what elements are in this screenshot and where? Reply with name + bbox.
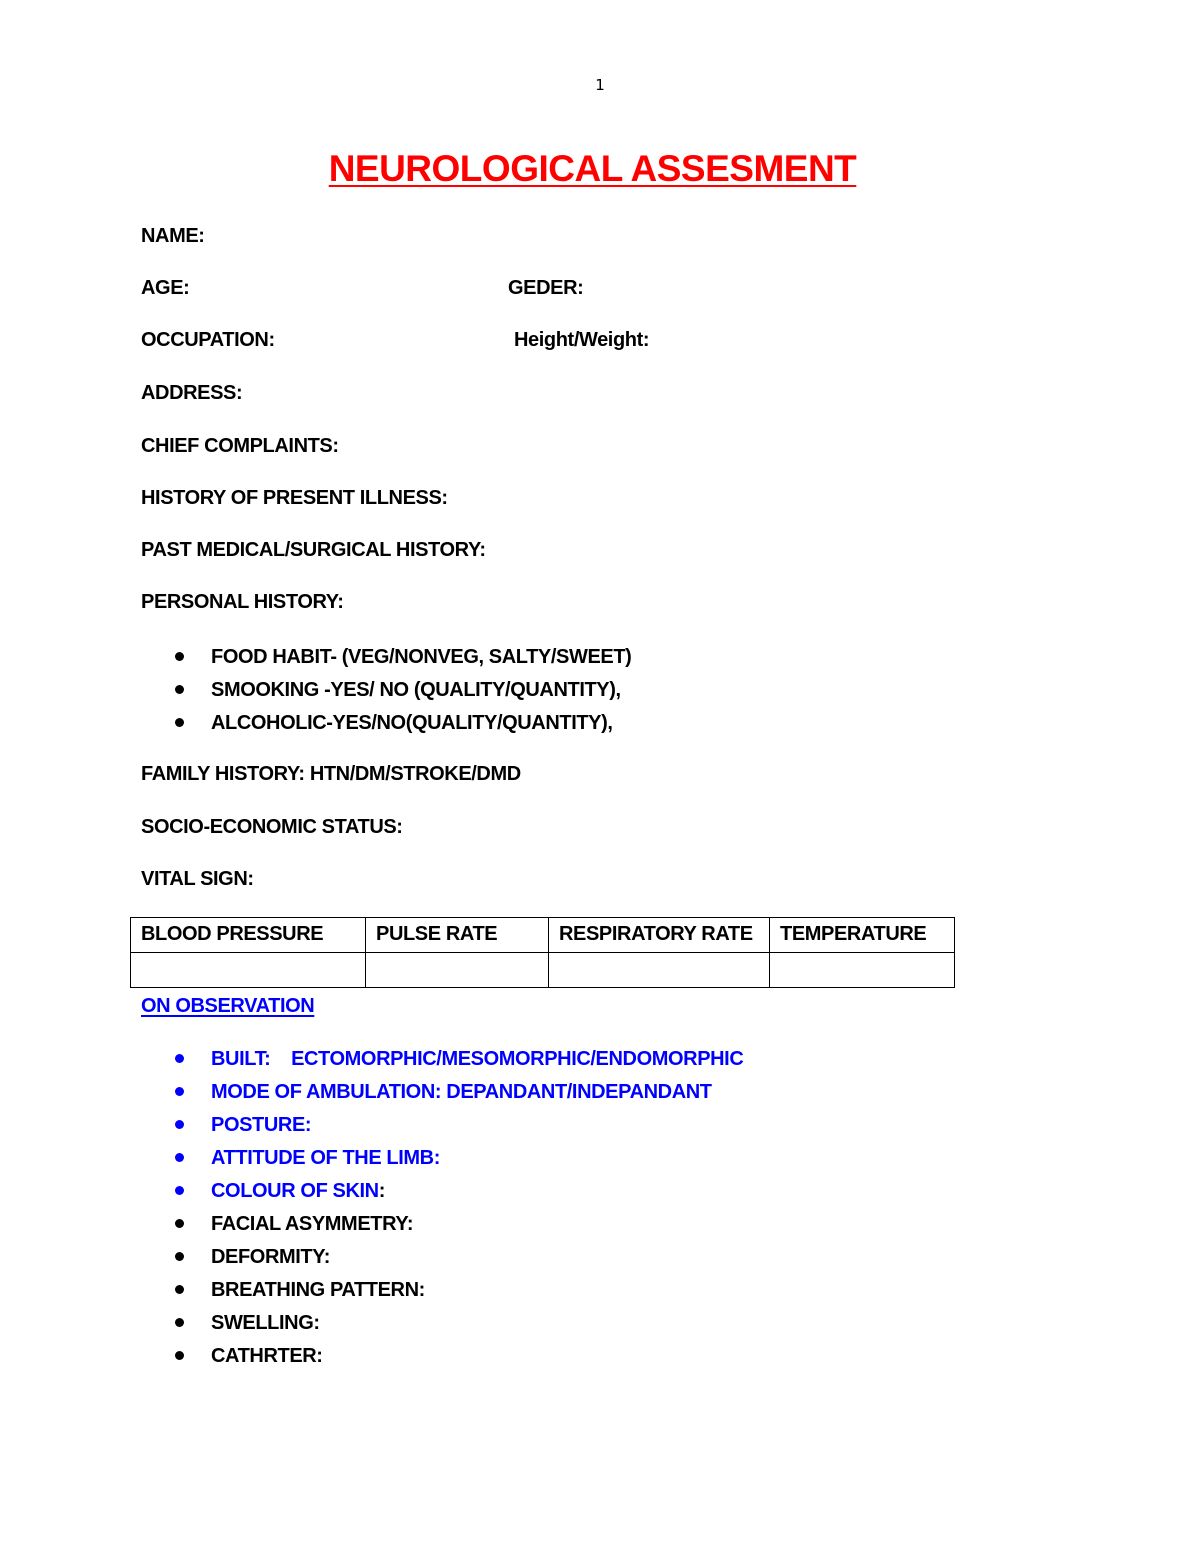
list-item [175,1212,743,1245]
list-item-text: CATHRTER: [211,1345,323,1367]
age-field-label: AGE: [141,277,190,299]
address-field-label: ADDRESS: [141,382,243,404]
list-item [175,645,631,678]
list-item [175,1278,743,1311]
temperature-cell[interactable] [770,953,955,988]
list-item-text: BREATHING PATTERN: [211,1279,425,1301]
table-header-cell: BLOOD PRESSURE [131,918,366,953]
list-item [175,1311,743,1344]
personal-history-label: PERSONAL HISTORY: [141,591,344,613]
list-item [175,1113,743,1146]
list-item [175,1146,743,1179]
personal-history-list [175,645,631,744]
list-item-text: ALCOHOLIC-YES/NO(QUALITY/QUANTITY), [211,712,613,734]
list-item [175,678,631,711]
list-item-suffix: : [378,1180,385,1202]
table-header-row [131,918,955,953]
past-history-label: PAST MEDICAL/SURGICAL HISTORY: [141,539,486,561]
height-weight-field-label: Height/Weight: [514,329,650,351]
vital-sign-label: VITAL SIGN: [141,868,254,890]
respiratory-rate-cell[interactable] [549,953,770,988]
list-item-text: FOOD HABIT- (VEG/NONVEG, SALTY/SWEET) [211,646,632,668]
table-row [131,953,955,988]
bullet-icon [175,685,184,694]
on-observation-heading: ON OBSERVATION [141,995,315,1017]
bullet-icon [175,1153,184,1162]
vital-signs-table [130,917,955,988]
list-item-text: MODE OF AMBULATION: DEPANDANT/INDEPANDANT [211,1081,712,1103]
list-item-text: SWELLING: [211,1312,320,1334]
table-header-cell: TEMPERATURE [770,918,955,953]
list-item [175,711,631,744]
bullet-icon [175,1318,184,1327]
bullet-icon [175,1120,184,1129]
list-item [175,1047,743,1080]
list-item [175,1245,743,1278]
page-title: NEUROLOGICAL ASSESMENT [328,148,857,189]
blood-pressure-cell[interactable] [131,953,366,988]
age-gender-row [141,277,584,300]
bullet-icon [175,1285,184,1294]
observation-list [175,1047,743,1377]
list-item-text: DEFORMITY: [211,1246,330,1268]
bullet-icon [175,718,184,727]
occupation-field-label: OCCUPATION: [141,329,275,351]
bullet-icon [175,1087,184,1096]
list-item-text: FACIAL ASYMMETRY: [211,1213,414,1235]
gender-field-label: GEDER: [508,277,584,299]
pulse-rate-cell[interactable] [366,953,549,988]
list-item-text: POSTURE: [211,1114,312,1136]
bullet-icon [175,652,184,661]
bullet-icon [175,1054,184,1063]
bullet-icon [175,1252,184,1261]
list-item [175,1344,743,1377]
list-item-text: COLOUR OF SKIN [211,1180,379,1202]
history-present-illness-label: HISTORY OF PRESENT ILLNESS: [141,487,448,509]
page-number: 1 [595,76,605,94]
name-field-label: NAME: [141,225,205,247]
list-item [175,1179,743,1212]
bullet-icon [175,1351,184,1360]
chief-complaints-label: CHIEF COMPLAINTS: [141,435,339,457]
socio-economic-status-label: SOCIO-ECONOMIC STATUS: [141,816,403,838]
list-item-text: BUILT: ECTOMORPHIC/MESOMORPHIC/ENDOMORPHIC [211,1048,744,1070]
table-header-cell: PULSE RATE [366,918,549,953]
family-history-label: FAMILY HISTORY: HTN/DM/STROKE/DMD [141,763,521,785]
bullet-icon [175,1219,184,1228]
occupation-height-row [141,329,650,352]
bullet-icon [175,1186,184,1195]
list-item-text: ATTITUDE OF THE LIMB: [211,1147,440,1169]
list-item [175,1080,743,1113]
list-item-text: SMOOKING -YES/ NO (QUALITY/QUANTITY), [211,679,621,701]
table-header-cell: RESPIRATORY RATE [549,918,770,953]
